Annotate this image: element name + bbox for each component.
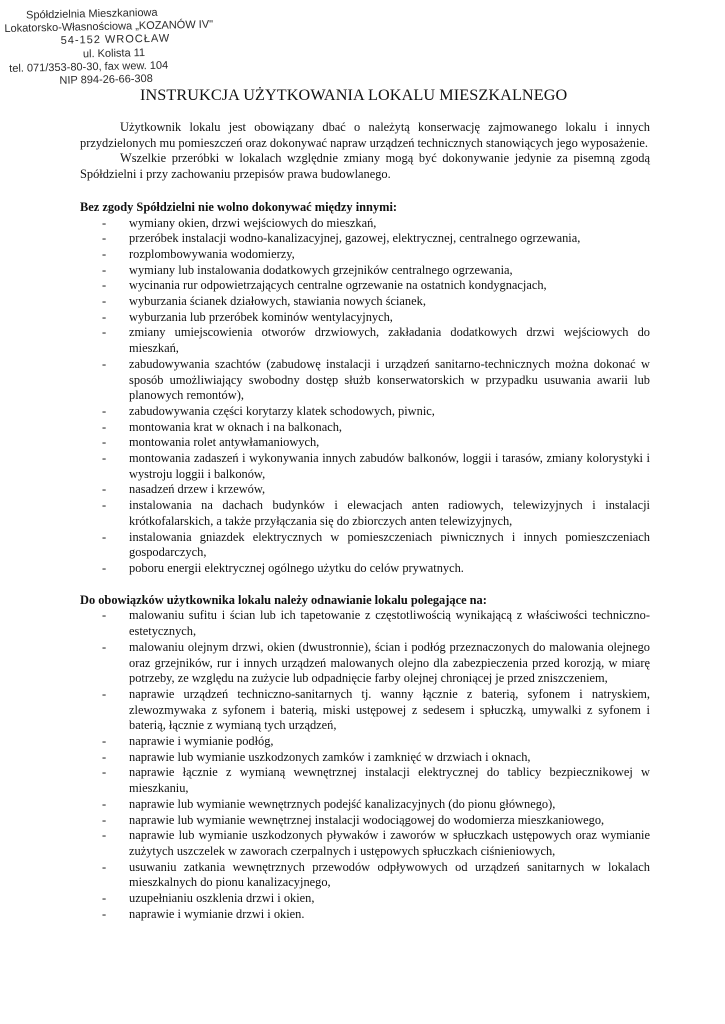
list-item: - instalowania gniazdek elektrycznych w pomieszczeniach piwnicznych i innych pomieszczeniach gospodarczych,	[80, 530, 650, 561]
list-item: - montowania rolet antywłamaniowych,	[80, 435, 650, 451]
list-item: - naprawie urządzeń techniczno-sanitarnych tj. wanny łącznie z baterią, syfonem i natryskiem, zlewozmywaka z syfonem i baterią, miski ustępowej z sedesem i spłuczką, umywalki z syfonem i baterią, łącznie z wymianą tych urządzeń,	[80, 687, 650, 734]
list-item: - instalowania na dachach budynków i elewacjach anten radiowych, telewizyjnych i instalacji krótkofalarskich, a także przyłączania się do zbiorczych anten telewizyjnych,	[80, 498, 650, 529]
list-item: - zabudowywania części korytarzy klatek schodowych, piwnic,	[80, 404, 650, 420]
list-item: - wymiany okien, drzwi wejściowych do mieszkań,	[80, 216, 650, 232]
stamp-line-street: ul. Kolista 11	[82, 46, 146, 60]
list-item: - wyburzania lub przeróbek kominów wentylacyjnych,	[80, 310, 650, 326]
list-item: - nasadzeń drzew i krzewów,	[80, 482, 650, 498]
list-item: - naprawie lub wymianie uszkodzonych zamków i zamknięć w drzwiach i oknach,	[80, 750, 650, 766]
prohibited-list	[80, 216, 650, 577]
list-item: - wycinania rur odpowietrzających centralne ogrzewanie na ostatnich kondygnacjach,	[80, 278, 650, 294]
list-item: - poboru energii elektrycznej ogólnego użytku do celów prywatnych.	[80, 561, 650, 577]
stamp-line-type: Lokatorsko-Własnościowa „KOZANÓW IV"	[4, 18, 214, 36]
list-item: - naprawie i wymianie podłóg,	[80, 734, 650, 750]
intro-paragraph: Wszelkie przeróbki w lokalach względnie zmiany mogą być dokonywanie jedynie za pisemną zgodą Spółdzielni i przy zachowaniu przepisów prawa budowlanego.	[80, 151, 650, 182]
list-item: - usuwaniu zatkania wewnętrznych przewodów odpływowych od urządzeń sanitarnych w lokalach mieszkalnych do pionu kanalizacyjnego,	[80, 860, 650, 891]
list-item: - rozplombowywania wodomierzy,	[80, 247, 650, 263]
list-item: - malowaniu sufitu i ścian lub ich tapetowanie z częstotliwością wynikającą z właściwości techniczno-estetycznych,	[80, 608, 650, 639]
section-prohibited-heading: Bez zgody Spółdzielni nie wolno dokonywać między innymi:	[80, 199, 398, 214]
duties-list	[80, 608, 650, 922]
stamp-line-name: Spółdzielnia Mieszkaniowa	[25, 6, 158, 22]
list-item: - montowania krat w oknach i na balkonach,	[80, 420, 650, 436]
document-title: INSTRUKCJA UŻYTKOWANIA LOKALU MIESZKALNEGO	[140, 86, 568, 104]
section-duties-heading: Do obowiązków użytkownika lokalu należy odnawianie lokalu polegające na:	[80, 592, 487, 607]
stamp-line-phone: tel. 071/353-80-30, fax wew. 104	[9, 59, 169, 75]
list-item: - przeróbek instalacji wodno-kanalizacyjnej, gazowej, elektrycznej, centralnego ogrzewania,	[80, 231, 650, 247]
list-item: - naprawie lub wymianie uszkodzonych pływaków i zaworów w spłuczkach ustępowych oraz wymianie zużytych uszczelek w zaworach czerpalnych i ustępowych spłuczkach ciśnieniowych,	[80, 828, 650, 859]
cooperative-stamp	[4, 6, 216, 90]
intro-paragraph: Użytkownik lokalu jest obowiązany dbać o należytą konserwację zajmowanego lokalu i innych przydzielonych mu pomieszczeń oraz dokonywać napraw urządzeń technicznych stanowiących jego wyposażenie.	[80, 120, 650, 150]
list-item: - montowania zadaszeń i wykonywania innych zabudów balkonów, loggii i tarasów, zmiany kolorystyki i wystroju loggii i balkonów,	[80, 451, 650, 482]
list-item: - wyburzania ścianek działowych, stawiania nowych ścianek,	[80, 294, 650, 310]
list-item: - zmiany umiejscowienia otworów drzwiowych, zakładania dodatkowych drzwi wejściowych do mieszkań,	[80, 325, 650, 356]
list-item: - wymiany lub instalowania dodatkowych grzejników centralnego ogrzewania,	[80, 263, 650, 279]
list-item: - uzupełnianiu oszklenia drzwi i okien,	[80, 891, 650, 907]
stamp-line-city: 54-152 WROCŁAW	[60, 32, 171, 48]
list-item: - naprawie i wymianie drzwi i okien.	[80, 907, 650, 923]
list-item: - naprawie lub wymianie wewnętrznej instalacji wodociągowej do wodomierza mieszkaniowego,	[80, 813, 650, 829]
document-body	[80, 120, 650, 922]
list-item: - malowaniu olejnym drzwi, okien (dwustronnie), ścian i podłóg przeznaczonych do malowania olejnego oraz grzejników, rur i innych urządzeń malowanych olejno dla zabezpieczenia przed korozją, w miarę potrzeby, ze względu na zużycie lub odpadnięcie farby olejnej chroniącej je przed zniszczeniem,	[80, 640, 650, 687]
list-item: - zabudowywania szachtów (zabudowę instalacji i urządzeń sanitarno-technicznych można dokonać w sposób umożliwiający swobodny dostęp służb konserwatorskich w przypadku usuwania awarii lub planowych remontów),	[80, 357, 650, 404]
stamp-line-nip: NIP 894-26-66-308	[59, 72, 153, 87]
list-item: - naprawie lub wymianie wewnętrznych podejść kanalizacyjnych (do pionu głównego),	[80, 797, 650, 813]
list-item: - naprawie łącznie z wymianą wewnętrznej instalacji elektrycznej do tablicy bezpiecznikowej w mieszkaniu,	[80, 765, 650, 796]
